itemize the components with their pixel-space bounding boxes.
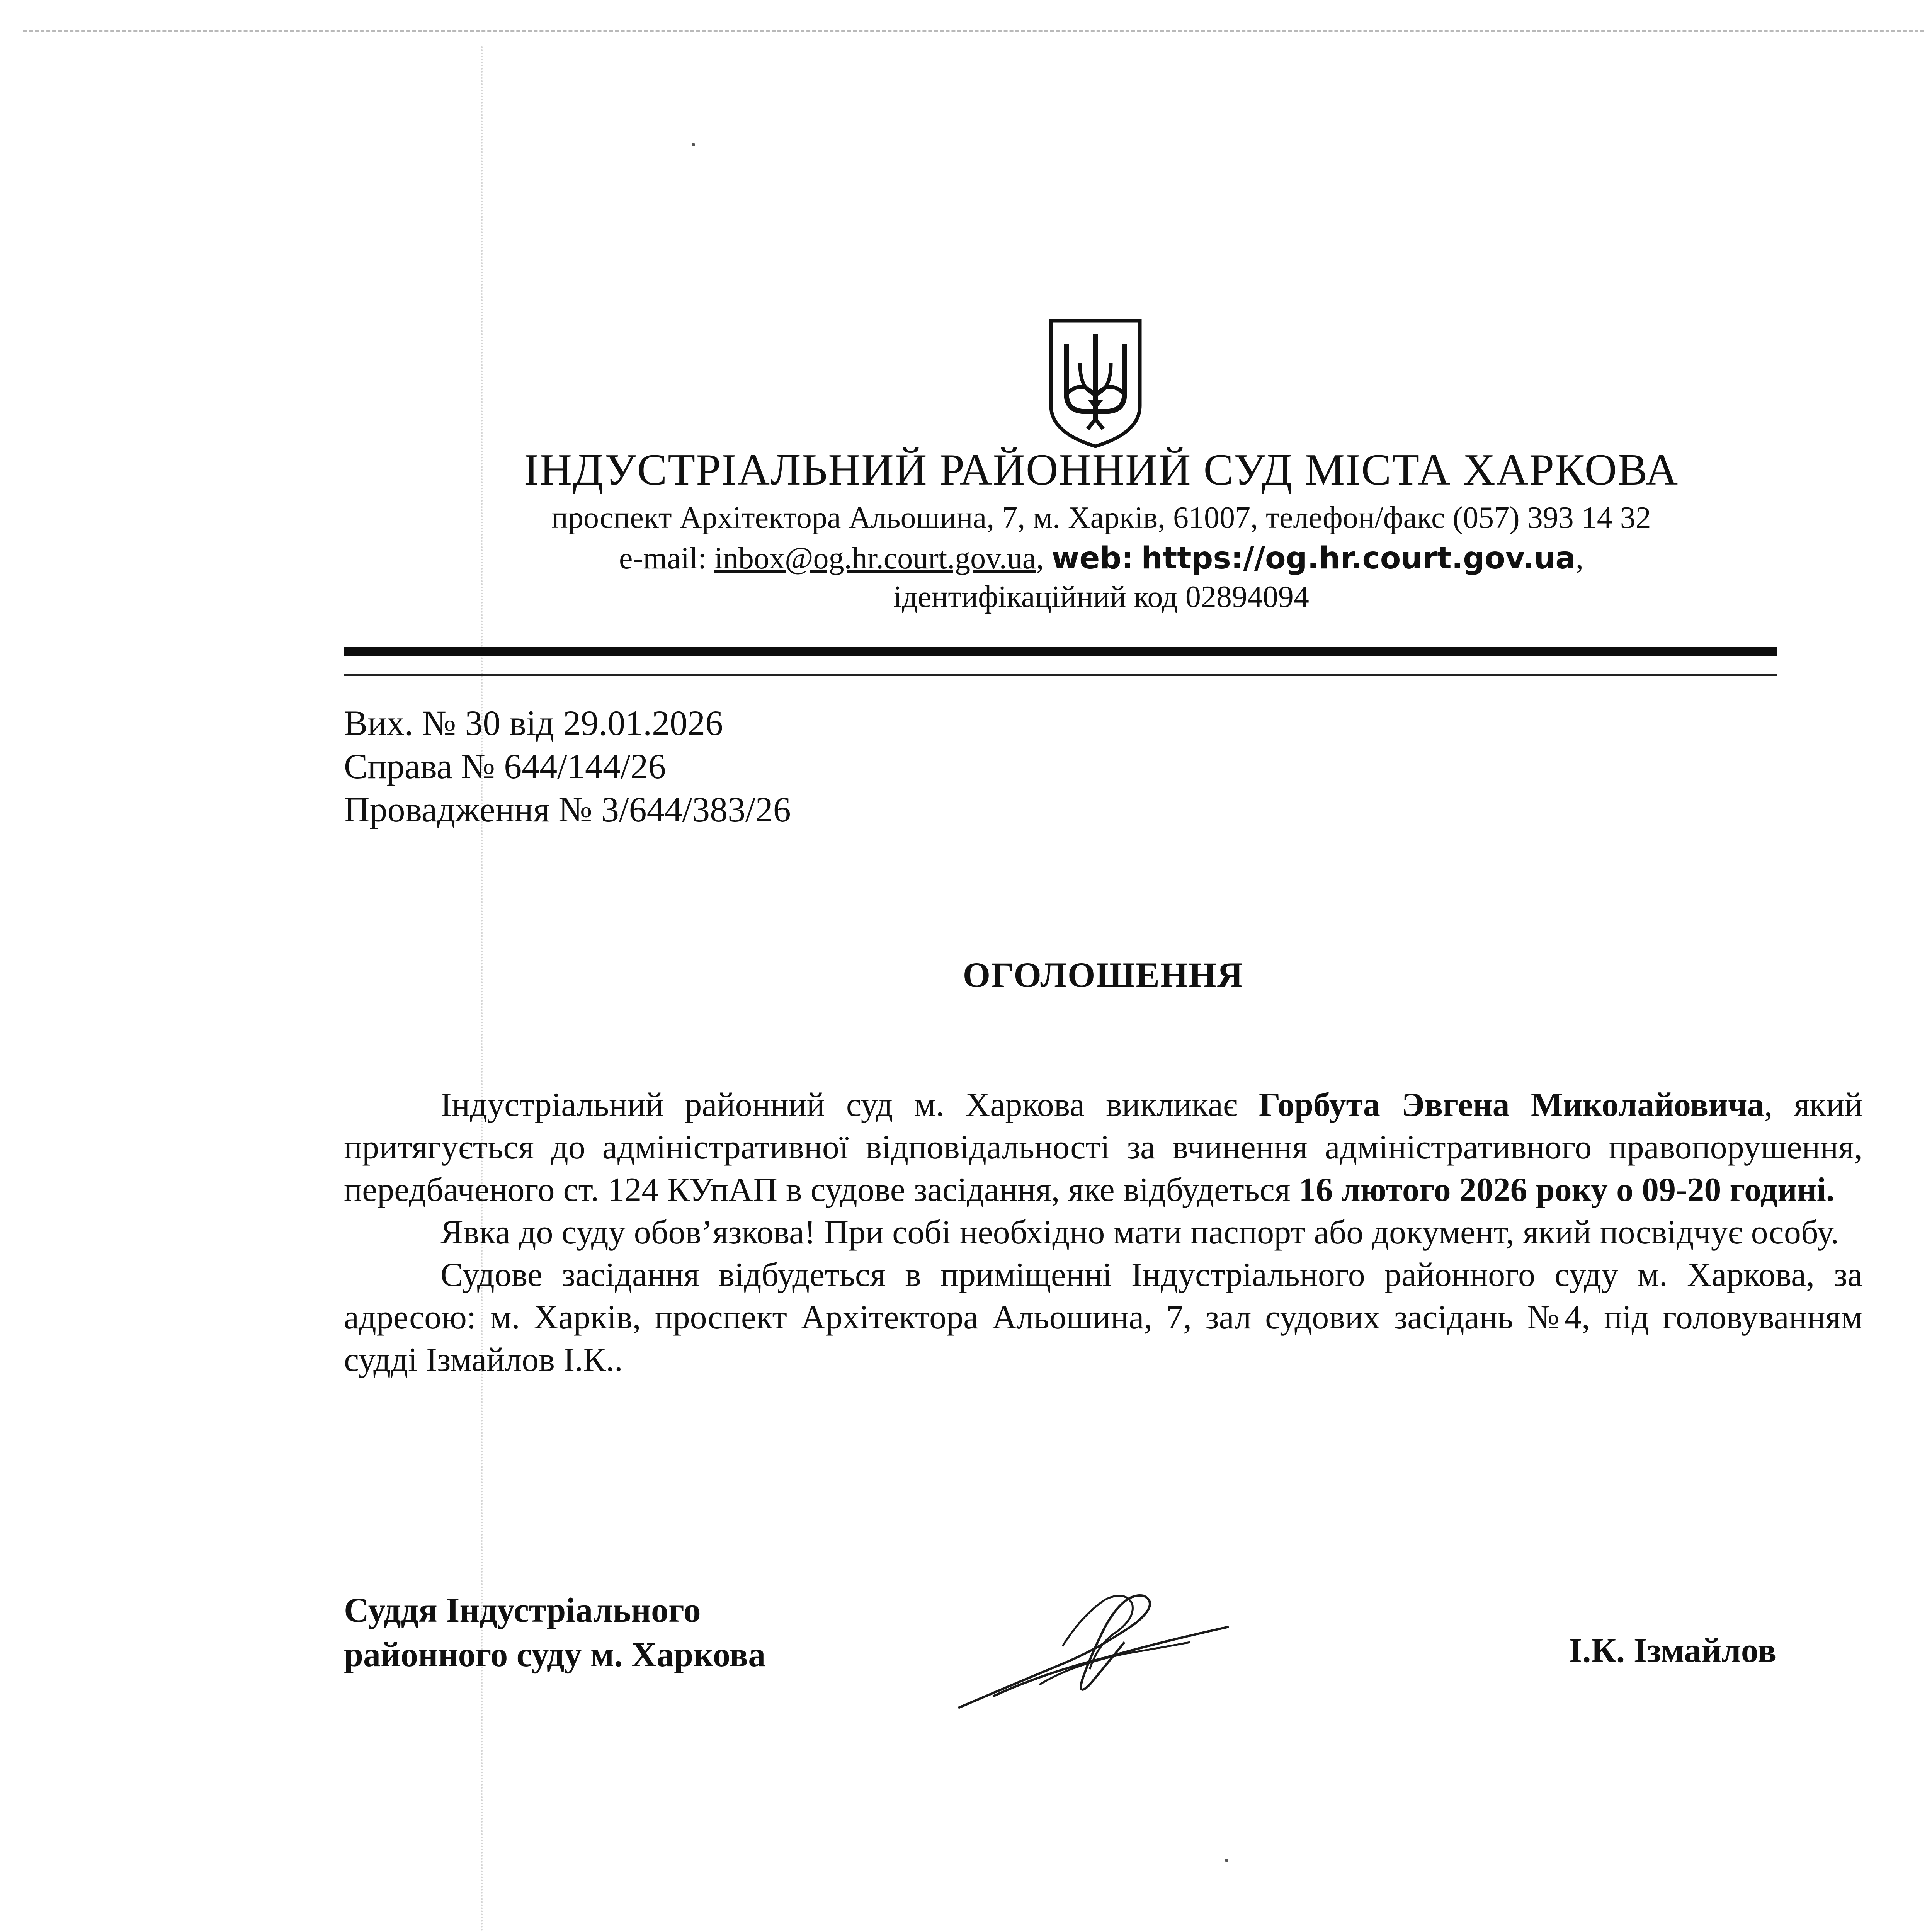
scan-edge-line — [23, 30, 1924, 32]
defendant-name: Горбута Эвгена Миколайовича — [1259, 1086, 1764, 1124]
paragraph-venue: Судове засідання відбудеться в приміщенні Індустріального районного суду м. Харкова, за адресою: м. Харків, проспект Архітектора Альошина, 7, зал судових засідань №4, під головуванням судді Ізмайлов І.К.. — [344, 1256, 1862, 1379]
web-label: web: — [1051, 541, 1134, 576]
judge-name: І.К. Ізмайлов — [1569, 1631, 1777, 1670]
paragraph-attendance: Явка до суду обов’язкова! При собі необхідно мати паспорт або документ, який посвідчує особу. — [440, 1214, 1839, 1251]
paragraph-summons — [344, 1084, 1862, 1211]
summons-text-start: Індустріальний районний суд м. Харкова викликає — [440, 1086, 1259, 1124]
hearing-date: 16 лютого 2026 року о 09-20 годині. — [1299, 1171, 1835, 1209]
trident-emblem-icon — [1043, 317, 1148, 448]
scan-speck — [692, 143, 695, 146]
proceeding-number: Провадження № 3/644/383/26 — [344, 790, 791, 829]
reference-block — [344, 701, 791, 831]
web-link[interactable]: https://og.hr.court.gov.ua — [1141, 541, 1576, 576]
summons-text-middle: , який притягується до адміністративної відповідальності за вчинення адміністративного правопорушення, передбаченого ст. 124 КУпАП в судове засідання, яке відбудеться — [344, 1086, 1863, 1209]
handwritten-signature — [943, 1569, 1236, 1716]
case-number: Справа № 644/144/26 — [344, 747, 666, 786]
identification-code: ідентифікаційний код 02894094 — [893, 580, 1309, 614]
court-contacts — [386, 541, 1816, 576]
judge-position — [344, 1588, 765, 1677]
court-name: ІНДУСТРІАЛЬНИЙ РАЙОННИЙ СУД МІСТА ХАРКОВА — [524, 445, 1679, 495]
header-divider-thick — [344, 647, 1777, 656]
email-link[interactable]: inbox@og.hr.court.gov.ua — [714, 541, 1036, 575]
document-title: ОГОЛОШЕННЯ — [963, 955, 1244, 995]
announcement-body — [344, 1084, 1862, 1381]
contacts-separator: , — [1036, 541, 1044, 575]
header-divider-thin — [344, 674, 1777, 676]
email-label: e-mail: — [619, 541, 707, 575]
judge-position-line1: Суддя Індустріального — [344, 1591, 701, 1629]
judge-position-line2: районного суду м. Харкова — [344, 1636, 766, 1674]
web-suffix: , — [1575, 541, 1583, 575]
scan-speck — [1225, 1859, 1228, 1862]
outgoing-number: Вих. № 30 від 29.01.2026 — [344, 703, 723, 743]
court-address: проспект Архітектора Альошина, 7, м. Харків, 61007, телефон/факс (057) 393 14 32 — [551, 501, 1651, 535]
